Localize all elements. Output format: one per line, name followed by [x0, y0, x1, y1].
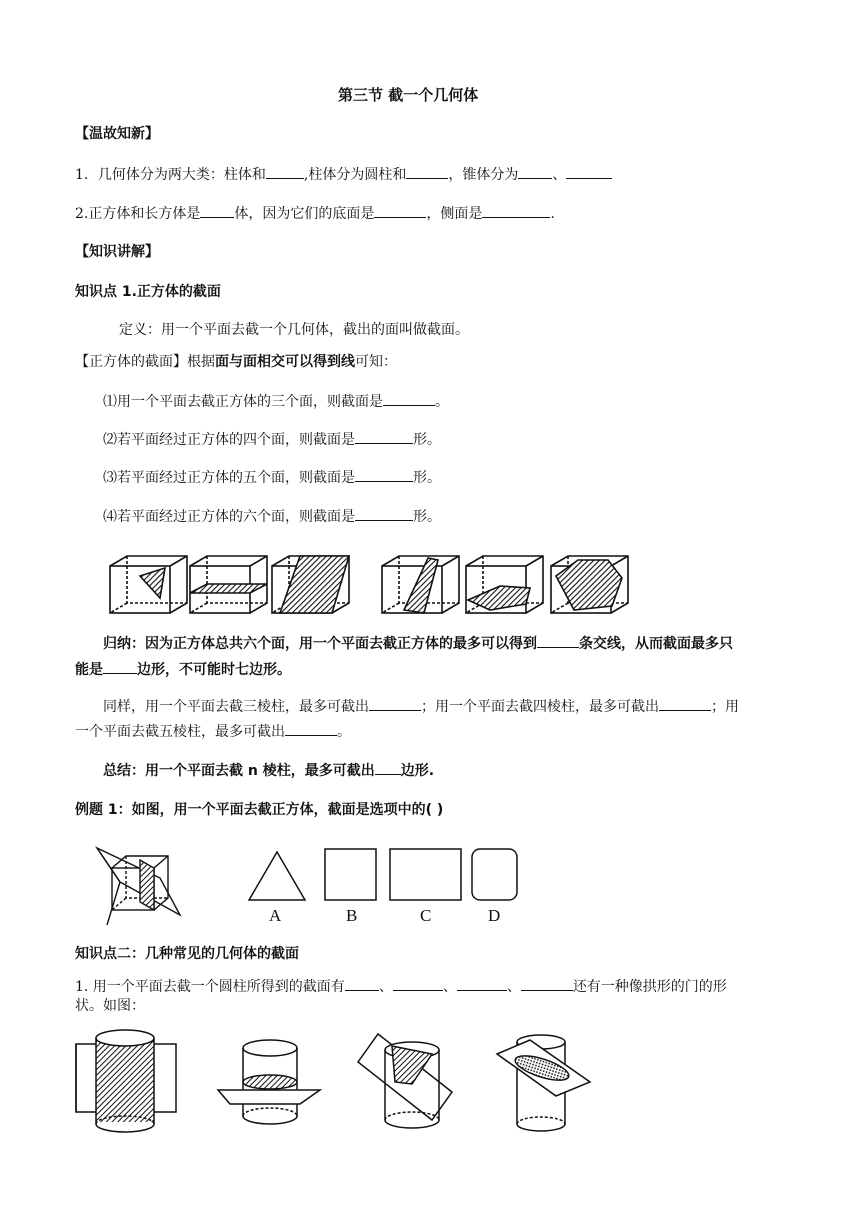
- cube-6-hexagon-section: [551, 556, 628, 613]
- cube-item-4-text: ⑷若平面经过正方体的六个面，则截面是: [103, 509, 355, 525]
- cube-sections-figure: [0, 548, 860, 628]
- cube-item-4: [103, 506, 441, 527]
- cube-item-1-text: ⑴用一个平面去截正方体的三个面，则截面是: [103, 394, 383, 410]
- q2-text-3: ，侧面是: [426, 206, 483, 222]
- summary-text-1: 总结：用一个平面去截 n 棱柱，最多可截出: [103, 763, 375, 779]
- q1-blank-2[interactable]: [406, 164, 448, 179]
- kp2-question-1-line-2: 状。如图：: [75, 998, 145, 1014]
- question-1: [75, 164, 612, 185]
- similarly-blank-3[interactable]: [285, 721, 337, 736]
- cube-4-trapezoid-section: [382, 556, 459, 613]
- induction-blank-1[interactable]: [537, 633, 579, 648]
- section-heading-lecture: 【知识讲解】: [75, 244, 159, 260]
- similarly-blank-2[interactable]: [659, 696, 711, 711]
- cube-item-4-after: 形。: [413, 509, 441, 525]
- example-cube-with-plane: [97, 848, 180, 925]
- induction-text-3: 能是: [75, 662, 103, 678]
- option-d-label: D: [488, 906, 501, 925]
- q1-text-1: 1．几何体分为两大类：柱体和: [75, 167, 266, 183]
- similarly-text-3: ；用: [711, 699, 739, 715]
- cube-item-3: [103, 467, 441, 488]
- induction-text-2: 条交线，从而截面最多只: [579, 636, 733, 652]
- cube-item-4-blank[interactable]: [355, 506, 413, 521]
- kp2-q1-text-1: 1. 用一个平面去截一个圆柱所得到的截面有: [75, 979, 345, 995]
- option-c-label: C: [420, 906, 432, 925]
- question-2: [75, 203, 555, 224]
- induction-text-4: 边形，不可能时七边形。: [137, 662, 291, 678]
- kp2-q1-text-5: 还有一种像拱形的门的形: [572, 979, 727, 995]
- similarly-blank-1[interactable]: [369, 696, 421, 711]
- knowledge-point-1-title: 知识点 1.正方体的截面: [75, 284, 221, 300]
- cube-item-3-blank[interactable]: [355, 467, 413, 482]
- example-1-question: 例题 1：如图，用一个平面去截正方体，截面是选项中的( ): [75, 802, 444, 818]
- kp2-q1-blank-3[interactable]: [457, 976, 507, 991]
- cube-item-1: [103, 391, 449, 412]
- induction-line-2: [75, 659, 291, 680]
- cube-section-prefix: 【正方体的截面】根据: [75, 354, 215, 370]
- summary-blank[interactable]: [375, 760, 401, 775]
- induction-line-1: [103, 633, 733, 654]
- option-a-label: A: [269, 906, 282, 925]
- q1-blank-4[interactable]: [566, 164, 612, 179]
- cube-item-3-text: ⑶若平面经过正方体的五个面，则截面是: [103, 470, 355, 486]
- cylinder-sections-figure: [0, 1024, 860, 1144]
- q1-blank-1[interactable]: [266, 164, 304, 179]
- cube-section-bold: 面与面相交可以得到线: [215, 354, 355, 370]
- cube-section-intro: [75, 352, 397, 372]
- q1-text-2: ,柱体分为圆柱和: [303, 167, 407, 183]
- kp2-question-1-line-1: [75, 976, 727, 997]
- cube-section-suffix: 可知：: [355, 354, 397, 370]
- cube-item-1-blank[interactable]: [383, 391, 435, 406]
- q1-blank-3[interactable]: [518, 164, 552, 179]
- q2-blank-3[interactable]: [482, 203, 550, 218]
- cube-item-1-after: 。: [435, 394, 449, 410]
- option-b-label: B: [346, 906, 358, 925]
- cylinder-2-circle-section: [218, 1040, 320, 1124]
- q2-blank-1[interactable]: [200, 203, 234, 218]
- similarly-line-1: [103, 696, 739, 717]
- q2-text-4: .: [550, 206, 555, 222]
- example-1-figure: [0, 830, 860, 930]
- kp2-q1-blank-1[interactable]: [345, 976, 379, 991]
- cube-1-triangle-section: [110, 556, 187, 613]
- induction-text-1: 归纳：因为正方体总共六个面，用一个平面去截正方体的最多可以得到: [103, 636, 537, 652]
- similarly-line-2: [75, 721, 351, 742]
- q2-text-1: 2.正方体和长方体是: [75, 206, 201, 222]
- similarly-text-2: ；用一个平面去截四棱柱，最多可截出: [421, 699, 659, 715]
- kp2-q1-text-2: 、: [378, 979, 393, 995]
- cylinder-1-rectangle-section: [76, 1030, 176, 1132]
- cube-item-2-text: ⑵若平面经过正方体的四个面，则截面是: [103, 432, 355, 448]
- cube-3-parallelogram-section: [272, 556, 349, 613]
- kp2-q1-text-4: 、: [506, 979, 521, 995]
- q2-text-2: 体，因为它们的底面是: [234, 206, 375, 222]
- cylinder-4-ellipse-section: [497, 1035, 590, 1131]
- similarly-text-5: 。: [337, 724, 351, 740]
- cube-item-2-blank[interactable]: [355, 429, 413, 444]
- q2-blank-2[interactable]: [374, 203, 426, 218]
- option-d-rounded-rectangle: [472, 849, 517, 900]
- similarly-text-1: 同样，用一个平面去截三棱柱，最多可截出: [103, 699, 369, 715]
- summary-line: [103, 760, 434, 781]
- kp2-q1-blank-4[interactable]: [521, 976, 573, 991]
- cylinder-3-arch-section: [358, 1034, 452, 1128]
- cube-item-3-after: 形。: [413, 470, 441, 486]
- kp2-q1-text-3: 、: [442, 979, 457, 995]
- q1-text-3: ，锥体分为: [448, 167, 519, 183]
- induction-blank-2[interactable]: [103, 659, 137, 674]
- cube-2-rectangle-section: [190, 556, 267, 613]
- q1-text-4: 、: [552, 167, 567, 183]
- definition-text: 定义：用一个平面去截一个几何体，截出的面叫做截面。: [119, 322, 469, 338]
- option-b-square: [325, 849, 376, 900]
- kp2-q1-blank-2[interactable]: [393, 976, 443, 991]
- knowledge-point-2-title: 知识点二：几种常见的几何体的截面: [75, 946, 299, 962]
- cube-item-2: [103, 429, 441, 450]
- option-c-rectangle: [390, 849, 461, 900]
- cube-item-2-after: 形。: [413, 432, 441, 448]
- page-title: 第三节 截一个几何体: [338, 86, 479, 104]
- cube-5-pentagon-section: [466, 556, 543, 613]
- summary-text-2: 边形.: [400, 763, 435, 779]
- option-a-triangle: [249, 852, 305, 900]
- similarly-text-4: 一个平面去截五棱柱，最多可截出: [75, 724, 285, 740]
- section-heading-review: 【温故知新】: [75, 126, 159, 142]
